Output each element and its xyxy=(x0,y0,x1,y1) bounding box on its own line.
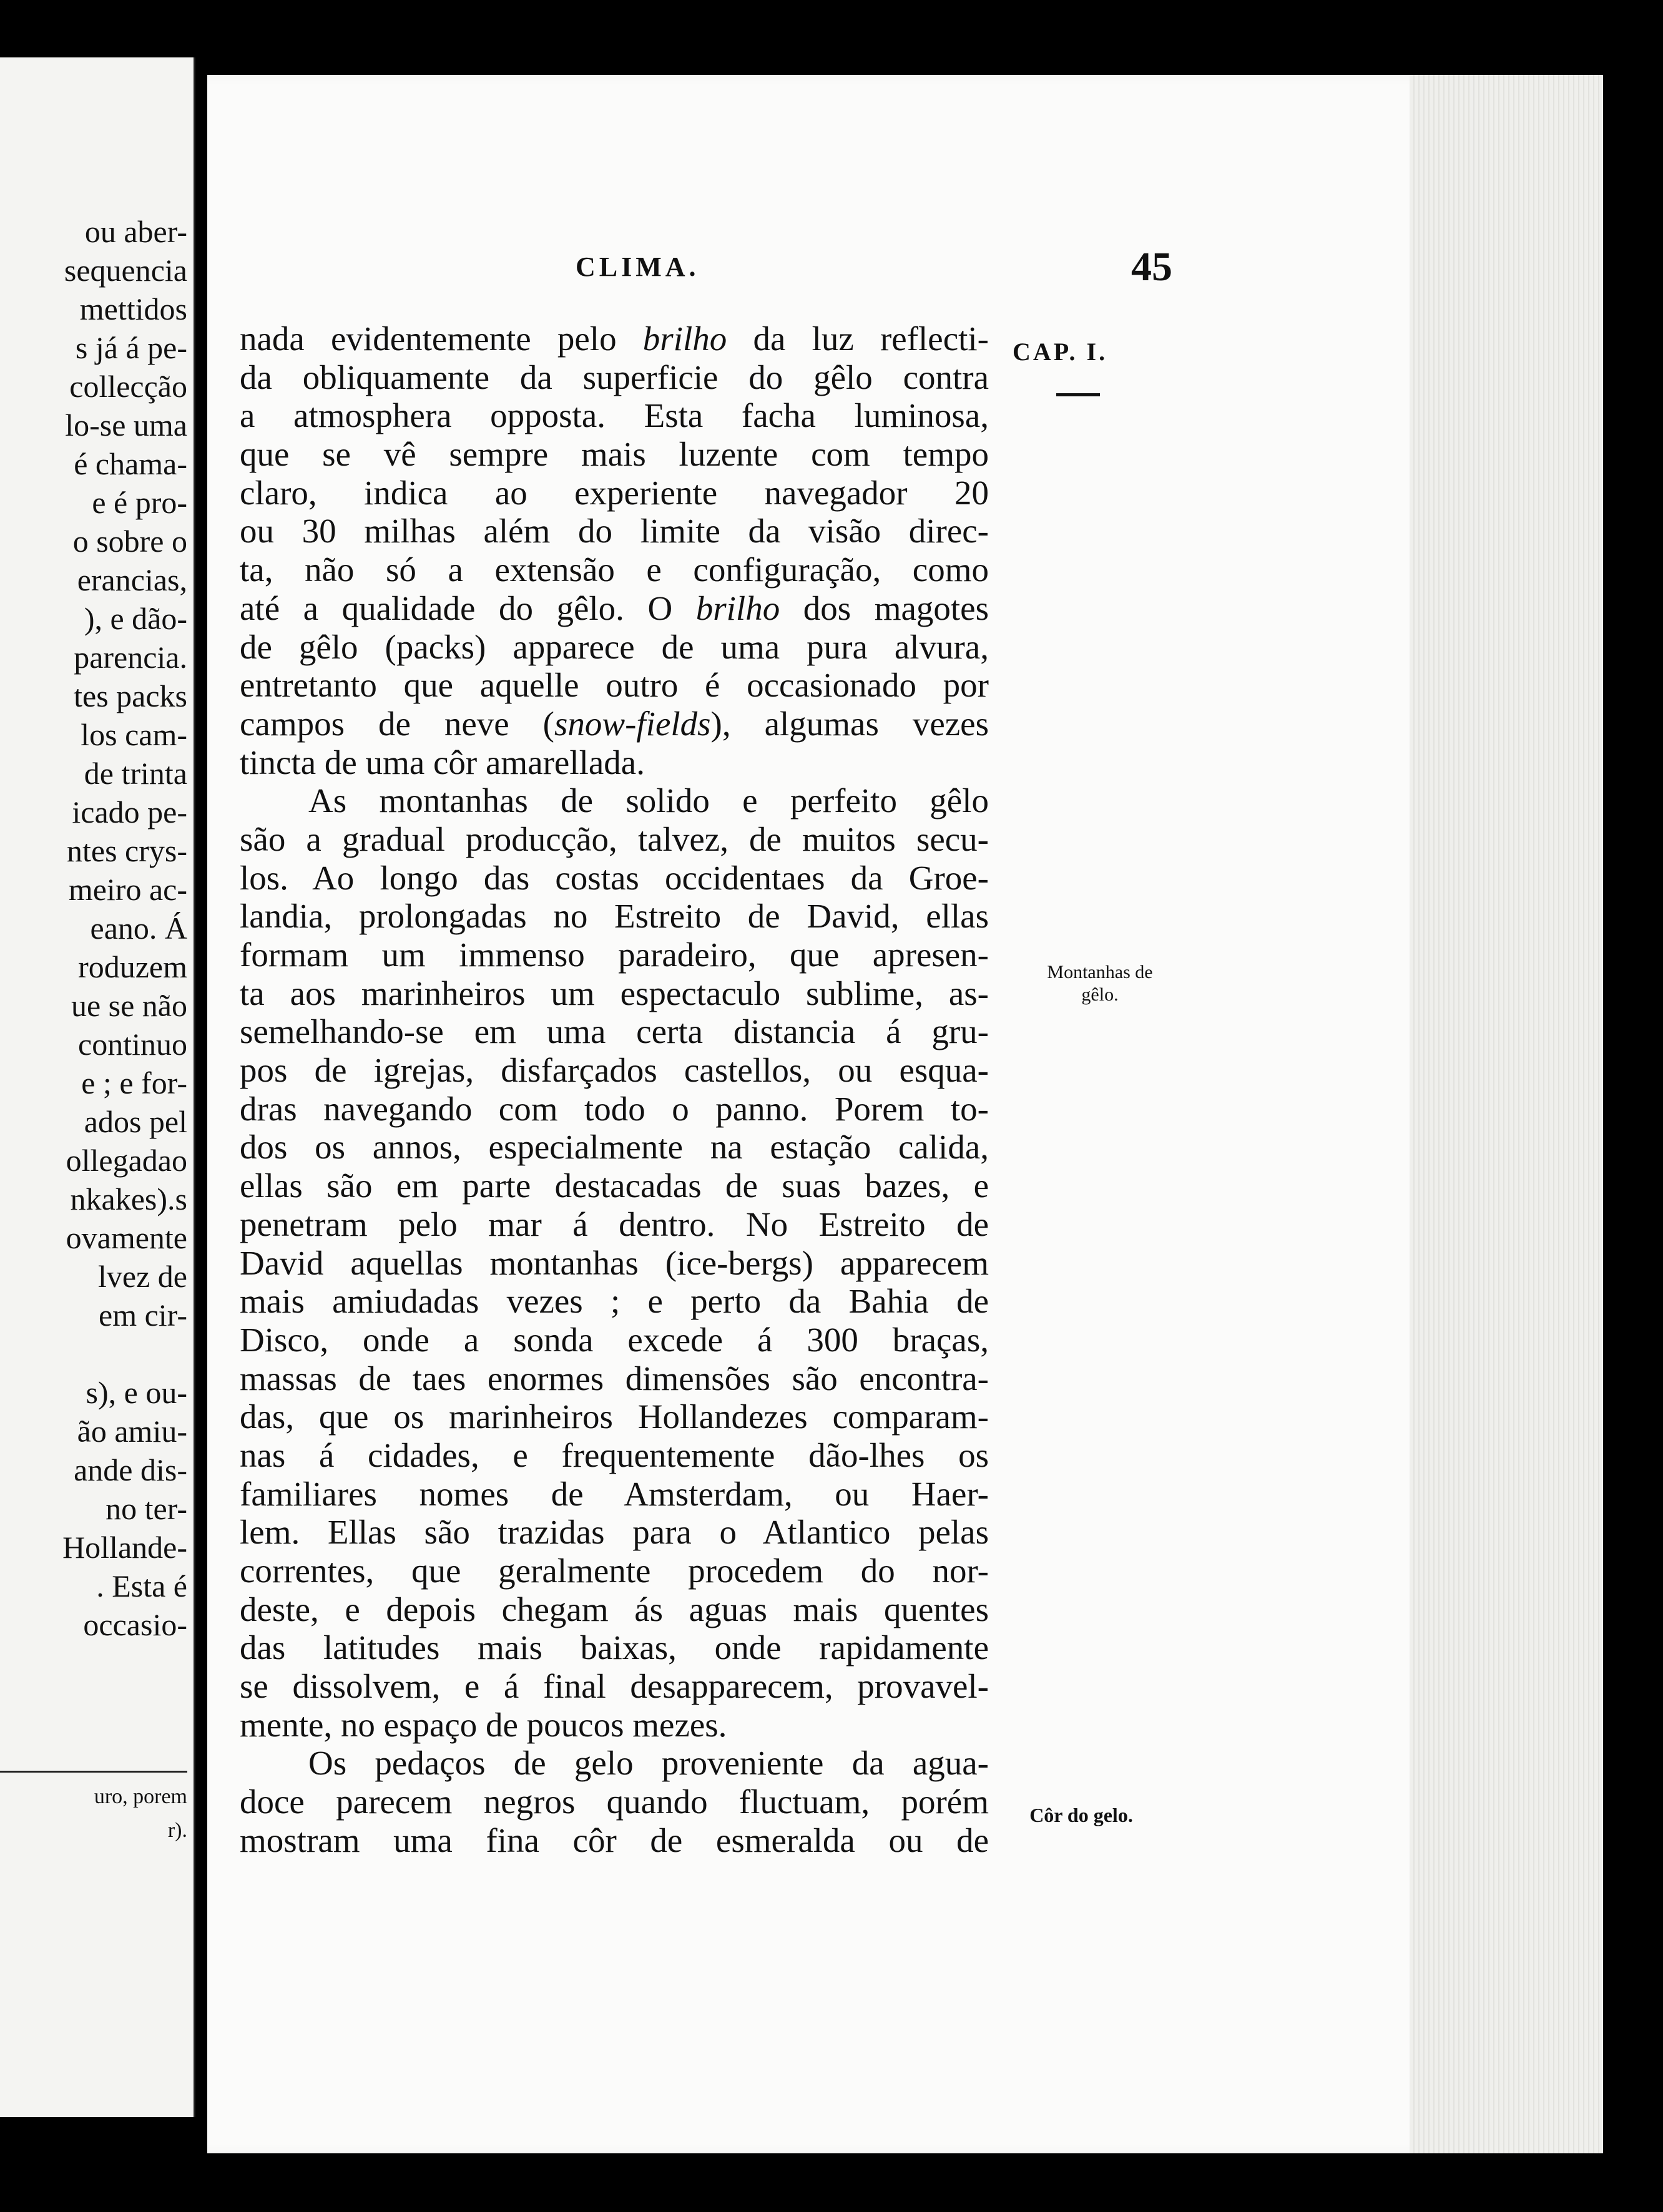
left-page-line: . Esta é xyxy=(96,1568,187,1603)
chapter-divider xyxy=(1056,393,1100,396)
left-page-line: no ter- xyxy=(105,1491,187,1526)
body-line: los. Ao longo das costas occidentaes da Groe- xyxy=(240,858,989,897)
left-page-footnote xyxy=(0,1771,187,1847)
left-page-line: Hollande- xyxy=(62,1530,187,1565)
body-line: formam um immenso paradeiro, que apresen- xyxy=(240,936,989,974)
body-line: entretanto que aquelle outro é occasionado por xyxy=(240,666,989,705)
body-line: dos os annos, especialmente na estação calida, xyxy=(240,1128,989,1167)
margin-note-ice-colour: Côr do gelo. xyxy=(1029,1804,1133,1826)
left-page-line: ue se não xyxy=(71,988,187,1023)
left-page-line: o sobre o xyxy=(72,524,187,559)
body-line: das latitudes mais baixas, onde rapidamente xyxy=(240,1628,989,1667)
body-line: mente, no espaço de poucos mezes. xyxy=(240,1705,727,1744)
left-page-line: continuo xyxy=(78,1027,187,1062)
left-page-line: ntes crys- xyxy=(67,833,187,868)
body-line: deste, e depois chegam ás aguas mais quentes xyxy=(240,1590,989,1628)
margin-note-line: Montanhas de xyxy=(1047,962,1153,982)
margin-note-line: gêlo. xyxy=(1081,984,1119,1005)
left-page-line: ande dis- xyxy=(74,1452,187,1487)
chapter-label: CAP. I. xyxy=(1013,338,1108,366)
left-page-line: eano. Á xyxy=(90,911,187,946)
left-page-line: mettidos xyxy=(79,291,187,326)
left-page-line: ão amiu- xyxy=(77,1414,187,1449)
left-page-line: occasio- xyxy=(83,1607,187,1642)
body-line: ta, não só a extensão e configuração, como xyxy=(240,551,989,589)
body-line: familiares nomes de Amsterdam, ou Haer- xyxy=(240,1474,989,1513)
body-line: ou 30 milhas além do limite da visão direc- xyxy=(240,512,989,551)
body-text xyxy=(240,320,989,1860)
body-line: a atmosphera opposta. Esta facha luminosa, xyxy=(240,396,989,435)
page-edge xyxy=(1410,75,1603,2153)
body-line: Os pedaços de gelo proveniente da agua- xyxy=(308,1744,989,1783)
body-line: claro, indica ao experiente navegador 20 xyxy=(240,473,989,512)
left-page-line: parencia. xyxy=(74,640,187,675)
body-line: As montanhas de solido e perfeito gêlo xyxy=(308,781,989,820)
body-line: campos de neve (snow-fields), algumas vezes xyxy=(240,704,989,743)
body-line: Disco, onde a sonda excede á 300 braças, xyxy=(240,1320,989,1359)
left-page-line: ados pel xyxy=(84,1104,187,1139)
left-page-line: s já á pe- xyxy=(75,330,187,365)
left-page-line: em cir- xyxy=(99,1298,187,1333)
left-page-line: collecção xyxy=(69,369,187,404)
body-line: nas á cidades, e frequentemente dão-lhes os xyxy=(240,1436,989,1474)
body-line: até a qualidade do gêlo. O brilho dos magotes xyxy=(240,589,989,627)
left-footnote-line: r). xyxy=(167,1819,187,1842)
body-line: tincta de uma côr amarellada. xyxy=(240,743,645,781)
body-line: landia, prolongadas no Estreito de David, ellas xyxy=(240,897,989,936)
body-line: massas de taes enormes dimensões são encontra- xyxy=(240,1359,989,1397)
left-page-line: los cam- xyxy=(81,717,187,752)
body-line: são a gradual producção, talvez, de muitos secu- xyxy=(240,820,989,858)
body-line: pos de igrejas, disfarçados castellos, ou esqua- xyxy=(240,1051,989,1090)
left-page-line: meiro ac- xyxy=(68,872,187,907)
left-page-line: erancias, xyxy=(77,562,187,597)
margin-note-icebergs xyxy=(988,961,1212,1006)
body-line: mostram uma fina côr de esmeralda ou de xyxy=(240,1821,989,1859)
body-line: da obliquamente da superficie do gêlo contra xyxy=(240,358,989,396)
left-page-line: ), e dão- xyxy=(84,601,187,636)
left-page-line: lvez de xyxy=(98,1259,187,1294)
main-page xyxy=(207,75,1603,2153)
page-number: 45 xyxy=(1131,244,1172,290)
left-page-line: lo-se uma xyxy=(65,408,187,443)
body-line: semelhando-se em uma certa distancia á gru- xyxy=(240,1012,989,1051)
body-line: David aquellas montanhas (ice-bergs) apparecem xyxy=(240,1243,989,1282)
body-line: doce parecem negros quando fluctuam, porém xyxy=(240,1783,989,1821)
left-facing-page xyxy=(0,57,195,2117)
body-line: ta aos marinheiros um espectaculo sublime, as- xyxy=(240,974,989,1012)
body-line: que se vê sempre mais luzente com tempo xyxy=(240,435,989,474)
left-page-line: nkakes).s xyxy=(70,1182,187,1216)
body-line: lem. Ellas são trazidas para o Atlantico pelas xyxy=(240,1513,989,1552)
body-line: ellas são em parte destacadas de suas bazes, e xyxy=(240,1167,989,1205)
body-line: de gêlo (packs) apparece de uma pura alvura, xyxy=(240,627,989,666)
left-page-line: s), e ou- xyxy=(86,1375,187,1410)
left-page-text xyxy=(0,212,187,1644)
left-page-line: tes packs xyxy=(74,678,187,713)
body-line: nada evidentemente pelo brilho da luz reflecti- xyxy=(240,320,989,358)
left-page-line: de trinta xyxy=(84,756,187,791)
running-title: CLIMA. xyxy=(576,252,700,282)
left-page-line: e é pro- xyxy=(92,485,187,520)
body-line: mais amiudadas vezes ; e perto da Bahia de xyxy=(240,1282,989,1321)
left-page-line: ou aber- xyxy=(84,214,187,249)
left-page-line: é chama- xyxy=(74,446,187,481)
left-page-line: sequencia xyxy=(64,253,187,288)
left-page-line: e ; e for- xyxy=(81,1065,187,1100)
body-line: das, que os marinheiros Hollandezes comparam- xyxy=(240,1397,989,1436)
left-page-line: ovamente xyxy=(66,1220,187,1255)
left-footnote-line: uro, porem xyxy=(94,1785,187,1808)
body-line: penetram pelo mar á dentro. No Estreito de xyxy=(240,1205,989,1243)
left-page-line: roduzem xyxy=(78,949,187,984)
left-page-line xyxy=(0,1334,187,1373)
left-page-line: ollegadao xyxy=(66,1143,187,1178)
body-line: correntes, que geralmente procedem do nor- xyxy=(240,1552,989,1590)
left-page-line: icado pe- xyxy=(72,795,187,830)
body-line: se dissolvem, e á final desapparecem, provavel- xyxy=(240,1667,989,1706)
body-line: dras navegando com todo o panno. Porem to- xyxy=(240,1089,989,1128)
